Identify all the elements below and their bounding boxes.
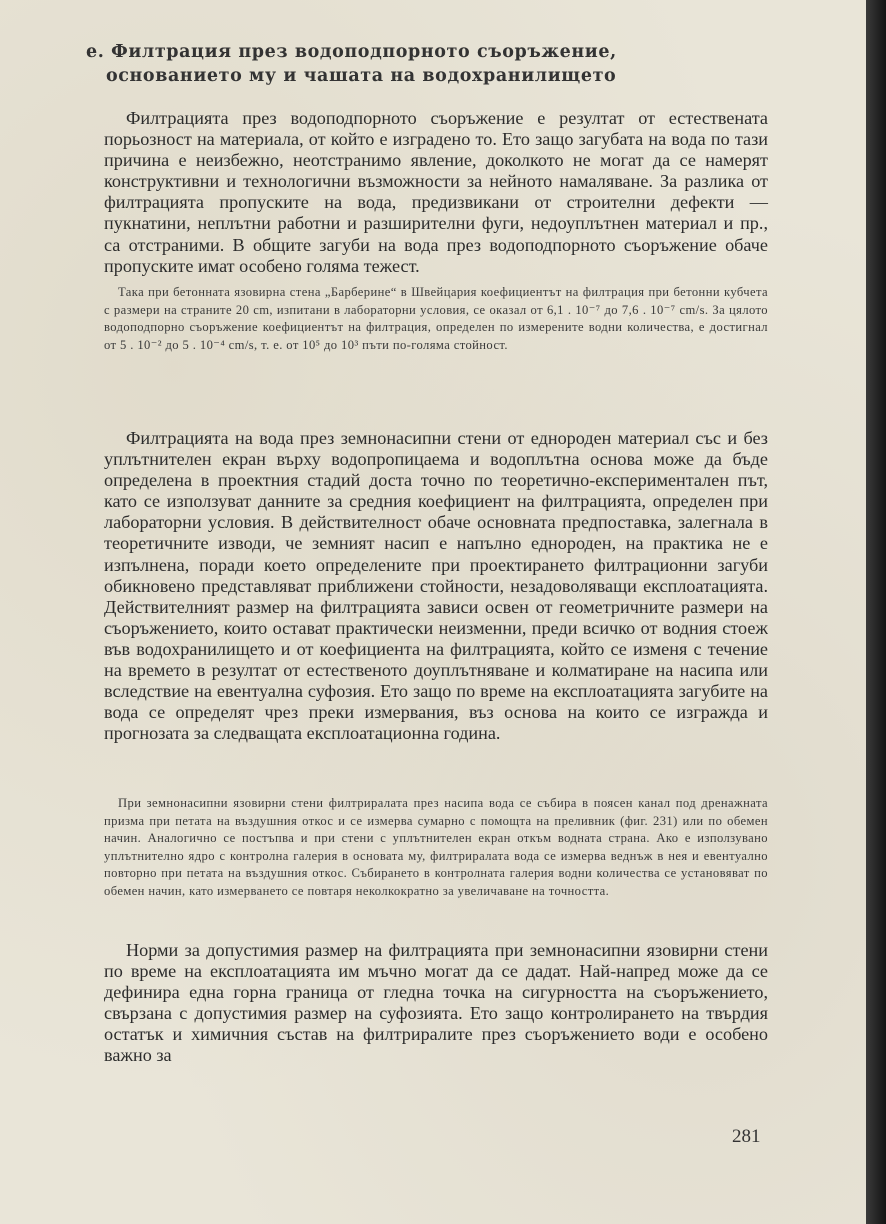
small-print-note-1: Така при бетонната язовирна стена „Барберине“ в Швейцария коефициентът на филтрация при бетонни кубчета с размери на страните 20 cm, изпитани в лабораторни условия, се оказал от 6,1 . 10⁻⁷ до 7,6 . 10⁻⁷ cm/s. За цялото водоподпорно съоръжение коефициентът на филтрация, определен по измерените водни количества, е достигнал от 5 . 10⁻² до 5 . 10⁻⁴ cm/s, т. е. от 10⁵ до 10³ пъти по-голяма стойност.	[104, 285, 768, 352]
page-number: 281	[732, 1126, 761, 1147]
body-paragraph-1: Филтрацията през водоподпорното съоръжение е резултат от естествената порьозност на материала, от който е изградено то. Ето защо загубата на вода по тази причина е неизбежно, неотстранимо явление, доколкото не могат да се намерят конструктивни и технологични възможности за нейното намаляване. За разлика от филтрацията пропуските на вода, предизвикани от строителни дефекти — пукнатини, неплътни работни и разширителни фуги, недоуплътнен материал и пр., са отстраними. В общите загуби на вода през водоподпорното съоръжение обаче пропуските имат особено голяма тежест.	[104, 108, 768, 276]
section-heading	[86, 40, 806, 88]
body-paragraph-2: Филтрацията на вода през земнонасипни стени от еднороден материал със и без уплътнителен екран върху водопропицаема и водоплътна основа може да бъде определена в проектния стадий доста точно по теоретично-експериментален път, като се използуват данните за средния коефициент на филтрацията, определен при лабораторни условия. В действителност обаче основната предпоставка, залегнала в теоретичните изводи, че земният насип е напълно еднороден, на практика не е изпълнена, поради което определените при проектирането филтрационни загуби обикновено представляват приближени стойности, незадоволяващи експлоатацията. Действителният размер на филтрацията зависи освен от геометричните размери на съоръжението, които остават практически неизменни, преди всичко от водния стоеж във водохранилището и от коефициента на филтрацията, който се изменя с течение на времето в резултат от естественото доуплътняване и колматиране на насипа или вследствие на евентуална суфозия. Ето защо по време на експлоатацията загубите на вода се определят чрез преки измервания, въз основа на които се изгражда и прогнозата за следващата експлоатационна година.	[104, 428, 768, 744]
small-print-note-2: При земнонасипни язовирни стени филтриралата през насипа вода се събира в поясен канал под дренажната призма при петата на въздушния откос и се измерва сумарно с помощта на преливник (фиг. 231) или по обемен начин. Аналогично се постъпва и при стени с уплътнителен екран откъм водната страна. Ако е използувано уплътнително ядро с контролна галерия в основата му, филтриралата вода се измерва веднъж в нея и евентуално повторно при петата на въздушния откос. Събирането в контролната галерия водни количества се установяват по обемен начин, като измерването се повтаря неколкократно за увеличаване на точността.	[104, 796, 768, 898]
page-edge-shadow	[866, 0, 886, 1224]
section-heading-line-1: е. Филтрация през водоподпорното съоръжение,	[86, 42, 617, 62]
section-heading-line-2: основанието му и чашата на водохранилището	[106, 66, 617, 86]
body-paragraph-3: Норми за допустимия размер на филтрацията при земнонасипни язовирни стени по време на експлоатацията им мъчно могат да се дадат. Най-напред може да се дефинира една горна граница от гледна точка на сигурността на съоръжението, свързана с допустимия размер на суфозията. Ето защо контролирането на твърдия остатък и химичния състав на филтриралите през съоръжението води е особено важно за	[104, 940, 768, 1066]
